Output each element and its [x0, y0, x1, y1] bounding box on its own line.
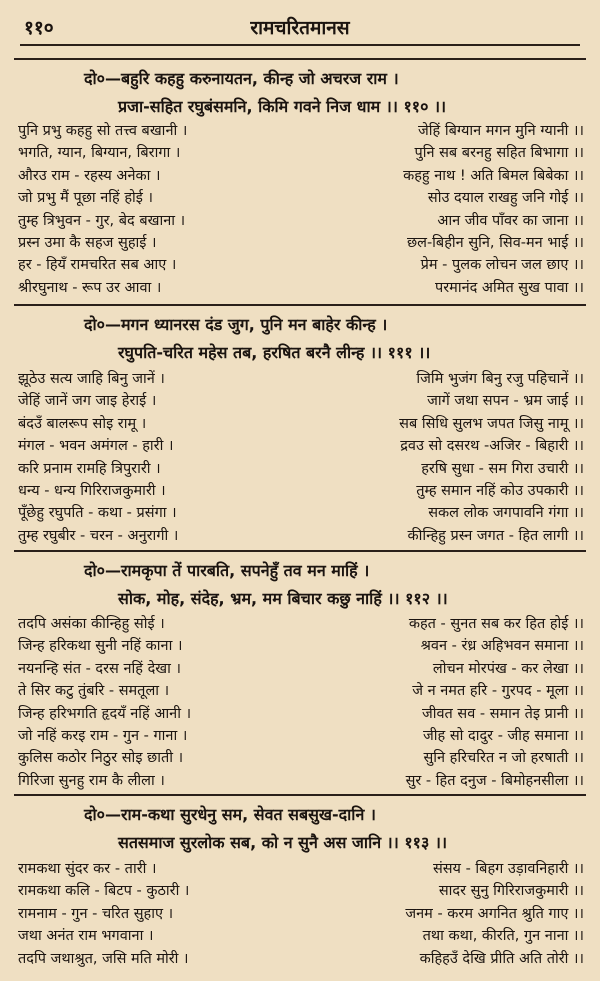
doha-line: दो०—रामकृपा तें पारबति, सपनेहुँ तव मन माहिं ।	[84, 561, 370, 580]
verse-second-half: सादर सुनु गिरिराजकुमारी ।।	[438, 883, 584, 900]
verse-second-half: तुम्ह समान नहिं कोउ उपकारी ।।	[416, 482, 584, 499]
verse-line	[18, 880, 584, 902]
verse-line	[18, 120, 584, 142]
verse-second-half: सुनि हरिचरित न जो हरषाती ।।	[423, 750, 584, 767]
verse-second-half: जनम - करम अगनित श्रुति गाए ।।	[405, 905, 584, 922]
doha-block	[14, 58, 586, 122]
verse-line	[18, 635, 584, 657]
verse-first-half: प्रस्न उमा कै सहज सुहाई ।	[18, 234, 157, 251]
verse-first-half: श्रीरघुनाथ - रूप उर आवा ।	[18, 279, 162, 296]
verse-second-half: सब सिधि सुलभ जपत जिसु नामू ।।	[399, 415, 584, 432]
doha-line: दो०—राम-कथा सुरधेनु सम, सेवत सबसुख-दानि ।	[84, 805, 376, 824]
verse-first-half: तदपि जथाश्रुत, जसि मति मोरी ।	[18, 950, 189, 967]
chaupai-block	[18, 858, 584, 970]
doha-line: दो०—बहुरि कहहु करुनायतन, कीन्ह जो अचरज राम ।	[84, 69, 399, 88]
verse-second-half: सोउ दयाल राखहु जनि गोई ।।	[427, 190, 584, 207]
doha-line: प्रजा-सहित रघुबंसमनि, किमि गवने निज धाम ।। ११० ।।	[118, 97, 447, 116]
verse-line	[18, 210, 584, 232]
verse-first-half: तुम्ह रघुबीर - चरन - अनुरागी ।	[18, 527, 179, 544]
verse-second-half: जेहिं बिग्यान मगन मुनि ग्यानी ।।	[418, 123, 584, 139]
verse-line	[18, 277, 584, 299]
verse-first-half: ते सिर कटु तुंबरि - समतूला ।	[18, 683, 170, 700]
page-number: ११०	[24, 17, 54, 39]
verse-first-half: करि प्रनाम रामहि त्रिपुरारी ।	[18, 460, 161, 477]
verse-second-half: जीह सो दादुर - जीह समाना ।।	[423, 727, 584, 744]
verse-first-half: नयनन्हि संत - दरस नहिं देखा ।	[18, 660, 181, 677]
verse-second-half: जागें जथा सपन - भ्रम जाई ।।	[427, 393, 584, 410]
chaupai-block	[18, 613, 584, 792]
verse-first-half: गिरिजा सुनहु राम कै लीला ।	[18, 772, 165, 789]
verse-first-half: पूँछेहु रघुपति - कथा - प्रसंगा ।	[18, 505, 177, 522]
verse-first-half: जिन्ह हरिकथा सुनी नहिं काना ।	[18, 638, 183, 655]
verse-line	[18, 480, 584, 502]
doha-block	[14, 794, 586, 858]
verse-first-half: रामकथा कलि - बिटप - कुठारी ।	[18, 883, 190, 900]
verse-first-half: जेहिं जानें जग जाइ हेराई ।	[18, 393, 157, 410]
verse-second-half: छल-बिहीन सुनि, सिव-मन भाई ।।	[406, 234, 584, 251]
verse-line	[18, 747, 584, 769]
chaupai-block	[18, 120, 584, 299]
verse-second-half: प्रेम - पुलक लोचन जल छाए ।।	[420, 257, 584, 274]
verse-first-half: जिन्ह हरिभगति हृदयँ नहिं आनी ।	[18, 705, 192, 722]
verse-second-half: लोचन मोरपंख - कर लेखा ।।	[432, 660, 584, 677]
verse-line	[18, 435, 584, 457]
verse-second-half: कहहु नाथ ! अति बिमल बिबेका ।।	[403, 167, 584, 184]
verse-line	[18, 770, 584, 792]
verse-first-half: जो नहिं करइ राम - गुन - गाना ।	[18, 727, 188, 744]
verse-first-half: हर - हियँ रामचरित सब आए ।	[18, 257, 177, 274]
verse-line	[18, 525, 584, 547]
verse-second-half: परमानंद अमित सुख पावा ।।	[434, 279, 584, 296]
verse-line	[18, 458, 584, 480]
verse-line	[18, 658, 584, 680]
verse-second-half: कहिहउँ देखि प्रीति अति तोरी ।।	[419, 950, 584, 967]
verse-line	[18, 858, 584, 880]
verse-line	[18, 680, 584, 702]
verse-first-half: रामनाम - गुन - चरित सुहाए ।	[18, 905, 174, 922]
verse-first-half: औरउ राम - रहस्य अनेका ।	[18, 167, 161, 184]
verse-line	[18, 703, 584, 725]
verse-first-half: तदपि असंका कीन्हिहु सोई ।	[18, 616, 165, 632]
verse-line	[18, 725, 584, 747]
verse-first-half: भगति, ग्यान, बिग्यान, बिरागा ।	[18, 145, 181, 162]
doha-line: दो०—मगन ध्यानरस दंड जुग, पुनि मन बाहेर कीन्ह ।	[84, 315, 388, 334]
verse-second-half: कहत - सुनत सब कर हित होई ।।	[408, 616, 584, 632]
verse-second-half: जीवत सव - समान तेइ प्रानी ।।	[421, 705, 584, 722]
doha-line: रघुपति-चरित महेस तब, हरषित बरनै लीन्ह ।। १११ ।।	[118, 343, 431, 362]
verse-second-half: कीन्हिहु प्रस्न जगत - हित लागी ।।	[407, 527, 584, 544]
doha-block	[14, 550, 586, 614]
verse-second-half: संसय - बिहग उड़ावनिहारी ।।	[432, 861, 584, 877]
verse-second-half: जे न नमत हरि - गुरपद - मूला ।।	[412, 683, 584, 700]
verse-second-half: आन जीव पाँवर का जाना ।।	[437, 212, 584, 229]
doha-block	[14, 304, 586, 368]
verse-second-half: सकल लोक जगपावनि गंगा ।।	[428, 505, 584, 522]
verse-second-half: पुनि सब बरनहु सहित बिभागा ।।	[414, 145, 584, 162]
verse-first-half: पुनि प्रभु कहहु सो तत्त्व बखानी ।	[18, 123, 188, 139]
verse-line	[18, 368, 584, 390]
running-title: रामचरितमानस	[250, 17, 350, 39]
verse-line	[18, 165, 584, 187]
verse-line	[18, 948, 584, 970]
verse-line	[18, 413, 584, 435]
verse-line	[18, 925, 584, 947]
verse-first-half: बंदउँ बालरूप सोइ रामू ।	[18, 415, 147, 432]
verse-first-half: मंगल - भवन अमंगल - हारी ।	[18, 438, 174, 455]
verse-first-half: धन्य - धन्य गिरिराजकुमारी ।	[18, 482, 166, 499]
verse-second-half: सुर - हित दनुज - बिमोहनसीला ।।	[405, 772, 584, 789]
verse-second-half: द्रवउ सो दसरथ -अजिर - बिहारी ।।	[400, 438, 584, 455]
verse-line	[18, 613, 584, 635]
verse-second-half: श्रवन - रंध्र अहिभवन समाना ।।	[420, 638, 584, 655]
verse-line	[18, 142, 584, 164]
verse-first-half: झूठेउ सत्य जाहि बिनु जानें ।	[18, 371, 165, 387]
verse-line	[18, 390, 584, 412]
verse-line	[18, 232, 584, 254]
verse-line	[18, 502, 584, 524]
verse-line	[18, 903, 584, 925]
doha-line: सोक, मोह, संदेह, भ्रम, मम बिचार कछु नाहिं ।। ११२ ।।	[118, 589, 448, 608]
verse-first-half: तुम्ह त्रिभुवन - गुर, बेद बखाना ।	[18, 212, 186, 229]
chaupai-block	[18, 368, 584, 547]
verse-second-half: जिमि भुजंग बिनु रजु पहिचानें ।।	[416, 371, 584, 387]
verse-second-half: तथा कथा, कीरति, गुन नाना ।।	[422, 928, 584, 945]
verse-first-half: जो प्रभु मैं पूछा नहिं होई ।	[18, 190, 154, 207]
doha-line: सतसमाज सुरलोक सब, को न सुनै अस जानि ।। ११३ ।।	[118, 833, 448, 852]
verse-first-half: कुलिस कठोर निठुर सोइ छाती ।	[18, 750, 184, 767]
verse-second-half: हरषि सुधा - सम गिरा उचारी ।।	[421, 460, 584, 477]
verse-first-half: रामकथा सुंदर कर - तारी ।	[18, 861, 157, 877]
verse-line	[18, 187, 584, 209]
verse-first-half: जथा अनंत राम भगवाना ।	[18, 928, 154, 945]
verse-line	[18, 254, 584, 276]
page-header	[20, 8, 580, 46]
